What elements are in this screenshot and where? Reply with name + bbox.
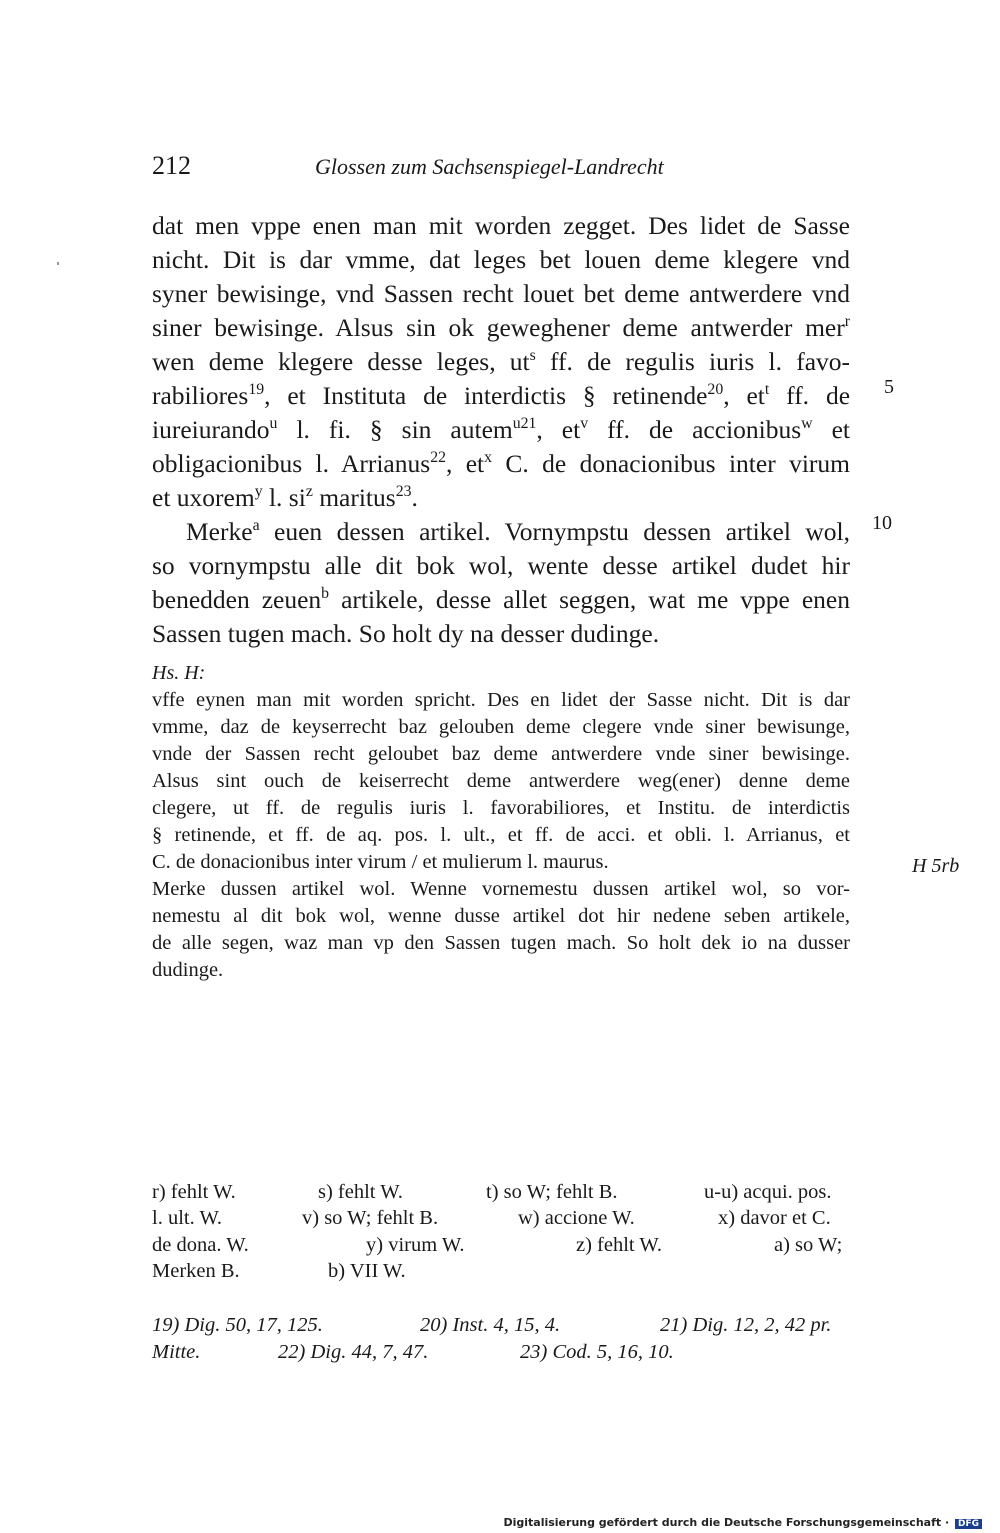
apparatus-note: z) fehlt W.	[576, 1234, 662, 1256]
scan-speck	[57, 262, 59, 265]
hs-h-line: Alsus sint ouch de keiserrecht deme antwerdere weg(ener) denne deme	[152, 770, 850, 792]
apparatus-note: a) so W;	[774, 1234, 843, 1256]
digitization-credit: Digitalisierung gefördert durch die Deutsche Forschungsgemeinschaft · DFG	[503, 1516, 982, 1529]
main-text-line: rabiliores$^{19}$, et Instituta de interdictis § retinende$^{20}$, $et^t$ ff. de	[152, 380, 851, 410]
hs-h-line: vmme, daz de keyserrecht baz gelouben deme clegere vnde siner bewisunge,	[152, 716, 850, 738]
apparatus-note: v) so W; fehlt B.	[302, 1207, 439, 1229]
main-text-line: et uxorem$^y$ l. $si^z$ maritus$^{23}$.	[152, 482, 418, 512]
hs-h-line: nemestu al dit bok wol, wenne dusse artikel dot hir nedene seben artikele,	[152, 905, 850, 927]
hs-h-label: Hs. H:	[152, 662, 206, 684]
apparatus-note: t) so W; fehlt B.	[486, 1181, 618, 1203]
apparatus-note: r) fehlt W.	[152, 1181, 236, 1203]
hs-h-line: vffe eynen man mit worden spricht. Des en lidet der Sasse nicht. Dit is dar	[152, 689, 850, 711]
hs-h-line: clegere, ut ff. de regulis iuris l. favorabiliores, et Institu. de interdictis	[152, 797, 850, 819]
dfg-logo: DFG	[955, 1519, 982, 1529]
apparatus-note: w) accione W.	[518, 1207, 635, 1229]
apparatus-note: de dona. W.	[152, 1234, 249, 1256]
hs-h-line: § retinende, et ff. de aq. pos. l. ult., et ff. de acci. et obli. l. Arrianus, et	[152, 824, 850, 846]
main-text-line: syner bewisinge, vnd Sassen recht louet bet deme antwerdere vnd	[152, 279, 850, 308]
main-text-line: nicht. Dit is dar vmme, dat leges bet louen deme klegere vnd	[152, 245, 850, 274]
source-footnote: 20) Inst. 4, 15, 4.	[420, 1314, 561, 1336]
main-text-line: iureiurando$^u$ l. fi. § sin autem$^{u21}$, $et^v$ ff. de accionibus$^w$ et	[152, 414, 851, 444]
line-number: 5	[884, 376, 894, 398]
source-footnote: 19) Dig. 50, 17, 125.	[152, 1314, 323, 1336]
apparatus-note: l. ult. W.	[152, 1207, 223, 1229]
main-text-line: Merke$^a$ euen dessen artikel. Vornympstu dessen artikel wol,	[186, 516, 850, 546]
apparatus-note: x) davor et C.	[718, 1207, 831, 1229]
source-footnote: 21) Dig. 12, 2, 42 pr.	[660, 1314, 832, 1336]
hs-h-line: vnde der Sassen recht geloubet baz deme antwerdere vnde siner bewisinge.	[152, 743, 850, 765]
hs-h-line: de alle segen, waz man vp den Sassen tugen mach. So holt dek io na dusser	[152, 932, 850, 954]
apparatus-note: u-u) acqui. pos.	[704, 1181, 832, 1203]
hs-h-line: dudinge.	[152, 959, 224, 981]
apparatus-note: y) virum W.	[366, 1234, 465, 1256]
running-title: Glossen zum Sachsenspiegel-Landrecht	[315, 154, 664, 179]
apparatus-note: b) VII W.	[328, 1260, 406, 1282]
main-text-line: wen deme klegere desse leges, $ut^s$ ff. de regulis iuris l. favo-	[152, 346, 850, 376]
credit-text: Digitalisierung gefördert durch die Deutsche Forschungsgemeinschaft	[503, 1516, 942, 1529]
margin-folio-note: H 5rb	[912, 855, 960, 877]
main-text-line: obligacionibus l. Arrianus$^{22}$, $et^x$ C. de donacionibus inter virum	[152, 448, 850, 478]
hs-h-line: Merke dussen artikel wol. Wenne vornemestu dussen artikel wol, so vor-	[152, 878, 850, 900]
main-text-line: benedden zeuen$^b$ artikele, desse allet seggen, wat me vppe enen	[152, 584, 850, 614]
main-text-line: siner bewisinge. Alsus sin ok geweghener deme antwerder mer$^r$	[152, 312, 850, 342]
page-number: 212	[152, 151, 191, 180]
main-text-line: dat men vppe enen man mit worden zegget. Des lidet de Sasse	[152, 211, 850, 240]
main-text-line: so vornympstu alle dit bok wol, wente desse artikel dudet hir	[152, 551, 850, 580]
apparatus-note: Merken B.	[152, 1260, 240, 1282]
source-footnote: 22) Dig. 44, 7, 47.	[278, 1341, 429, 1363]
line-number: 10	[872, 512, 892, 534]
apparatus-note: s) fehlt W.	[318, 1181, 403, 1203]
source-footnote: 23) Cod. 5, 16, 10.	[520, 1341, 674, 1363]
main-text-line: Sassen tugen mach. So holt dy na desser dudinge.	[152, 619, 660, 648]
hs-h-line: C. de donacionibus inter virum / et mulierum l. maurus.	[152, 851, 609, 873]
source-footnote: Mitte.	[152, 1341, 201, 1363]
